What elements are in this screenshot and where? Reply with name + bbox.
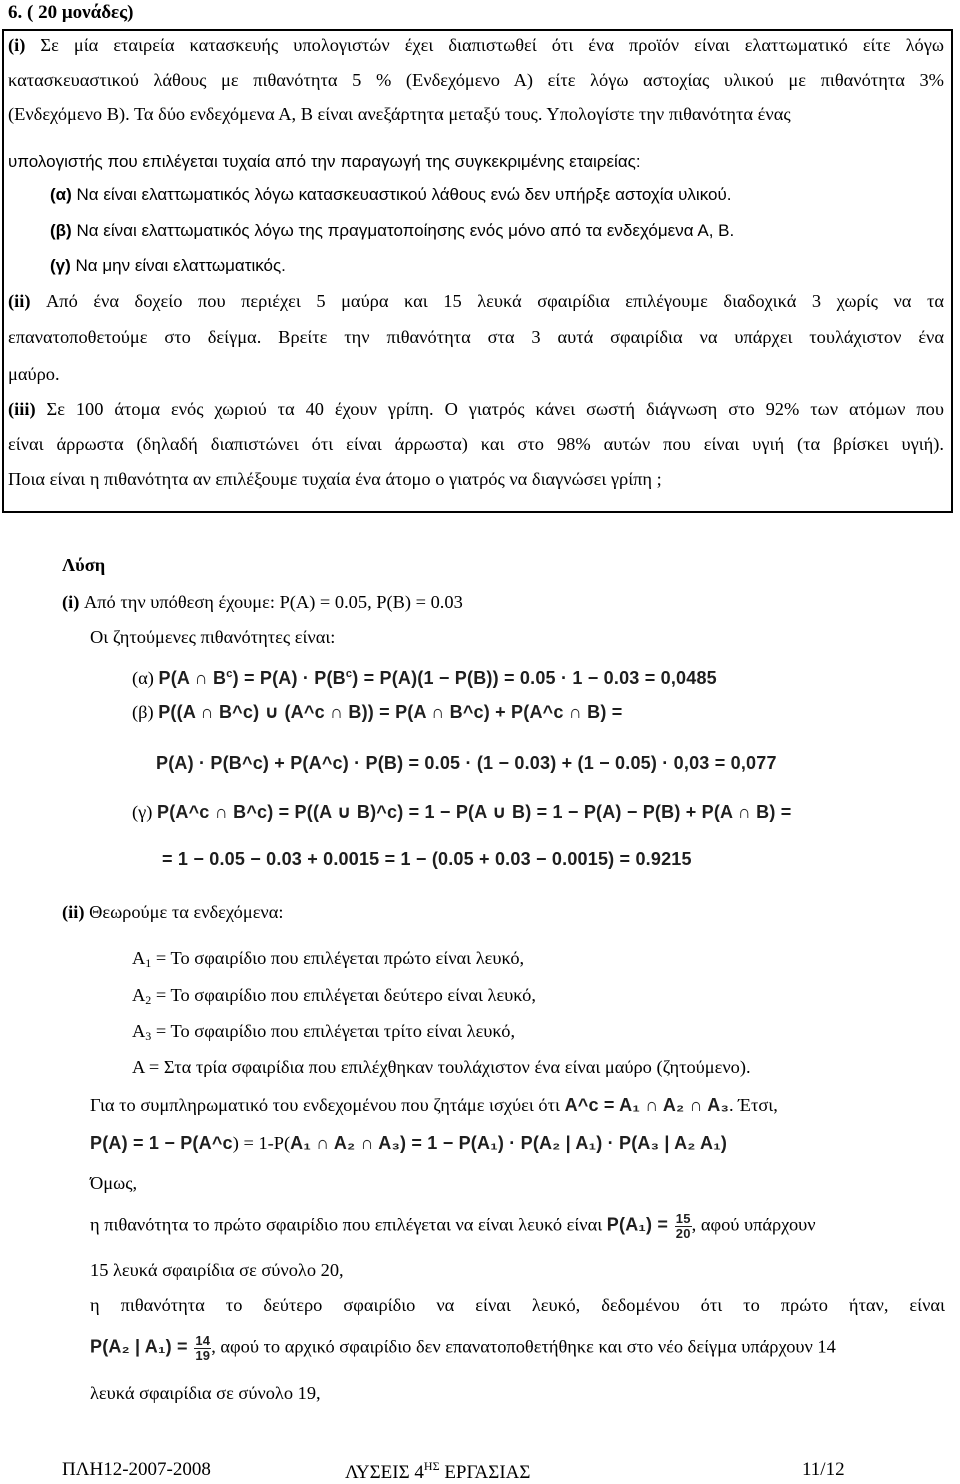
solution-b [132,700,623,724]
solution-title: Λύση [62,555,106,575]
question-iii-line2: είναι άρρωστα (δηλαδή διαπιστώνει ότι είναι άρρωστα) και στο 98% αυτών που είναι υγιή (τα βρίσκει υγιή). [8,434,944,454]
first-prob-formula: P(A₁) = [606,1214,669,1235]
pa-formula2: A₁ ∩ A₂ ∩ A₃) = 1 − P(A₁) · P(A₂ | A₁) · P(A₃ | A₂ A₁) [290,1133,728,1153]
question-heading: 6. ( 20 μονάδες) [8,2,134,23]
question-b: (β) Να είναι ελαττωματικός λόγω της πραγματοποίησης ενός μόνο από τα ενδεχόμενα Α, Β. [50,221,735,240]
solution-b-formula: P((A ∩ B^c) ∪ (A^c ∩ B)) = P(A ∩ B^c) + P(A^c ∩ B) = [158,702,623,722]
question-i-line4: υπολογιστής που επιλέγεται τυχαία από την παραγωγή της συγκεκριμένης εταιρείας: [8,152,641,171]
solution-a: (α) P(A ∩ $B^c) = P(A) \cdot P(B^c) = P(A)(1 - P(B)) = 0.05 \cdot 1 - 0.03 = 0,0485$ [132,668,717,689]
question-ii-line2: επανατοποθετούμε στο δείγμα. Βρείτε την πιθανότητα στα 3 αυτά σφαιρίδια να υπάρχει τουλάχιστον ένα [8,327,944,347]
pa-line: P(A) = 1 − P(A^c) = 1-P(A₁ ∩ A₂ ∩ A₃) = 1 − P(A₁) · P(A₂ | A₁) · P(A₃ | A₂ A₁) [90,1133,728,1153]
second-prob-line3: λευκά σφαιρίδια σε σύνολο 19, [90,1383,321,1403]
question-ii-line3: μαύρο. [8,364,60,384]
complement-formula: A^c = A₁ ∩ A₂ ∩ A₃ [564,1095,729,1115]
footer-page-number: 11/12 [802,1459,845,1480]
solution-b-formula2: P(A) · P(B^c) + P(A^c) · P(B) = 0.05 · (1 − 0.03) + (1 − 0.05) · 0,03 = 0,077 [156,753,777,773]
solution-a-label: (α) [132,668,154,689]
solution-i-intro: (i) Από την υπόθεση έχουμε: P(A) = 0.05, P(B) = 0.03 [62,592,463,612]
question-i-line3: (Ενδεχόμενο Β). Τα δύο ενδεχόμενα Α, Β είναι ανεξάρτητα μεταξύ τους. Υπολογίστε την πιθανότητα ένας [8,104,791,124]
event-a2: $A_2 = To$ σφαιρίδιο που επιλέγεται δεύτερο είναι λευκό, [132,985,536,1007]
second-prob-line1: η πιθανότητα το δεύτερο σφαιρίδιο να είναι λευκό, δεδομένου ότι το πρώτο ήταν, είναι [90,1295,945,1315]
second-prob-line2: P(A₂ | A₁) = $\frac{14}{19}$ , αφού το αρχικό σφαιρίδιο δεν επανατοποθετήθηκε και στο νέο δείγμα υπάρχουν 14 [90,1333,836,1363]
question-c: (γ) Να μην είναι ελαττωματικός. [50,256,286,275]
omos-text: Όμως, [90,1173,138,1193]
first-prob-line2: 15 λευκά σφαιρίδια σε σύνολο 20, [90,1260,344,1280]
question-i-line2: κατασκευαστικού λάθους με πιθανότητα 5 % (Ενδεχόμενο Α) είτε λόγω αστοχίας υλικού με πιθανότητα 3% [8,70,944,90]
event-a1: $A_1 = To$ σφαιρίδιο που επιλέγεται πρώτο είναι λευκό, [132,948,525,970]
second-prob-formula: P(A₂ | A₁) = [90,1336,188,1357]
solution-i-req: Οι ζητούμενες πιθανότητες είναι: [90,627,336,647]
complement-line: Για το συμπληρωματικό του ενδεχομένου που ζητάμε ισχύει ότι A^c = A₁ ∩ A₂ ∩ A₃. Έτσι, [90,1095,778,1115]
solution-c-label: (γ) [132,802,153,822]
question-i-line1: (i) Σε μία εταιρεία κατασκευής υπολογιστών έχει διαπιστωθεί ότι ένα προϊόν είναι ελαττωματικό είτε λόγω [8,35,944,55]
solution-a-formula: P(A ∩ B [158,668,227,689]
second-prob-fraction: $\frac{14}{19}$ [195,1333,211,1363]
footer-course: ΠΛΗ12-2007-2008 [62,1459,211,1480]
solution-ii-intro: (ii) Θεωρούμε τα ενδεχόμενα: [62,902,284,922]
footer-title: ΛΥΣΕΙΣ $4^{H\Sigma}$ ΕΡΓΑΣΙΑΣ [345,1459,531,1483]
pa-formula: P(A) = 1 − P(A^c [90,1133,233,1153]
first-prob-fraction: $\frac{15}{20}$ [675,1211,691,1241]
solution-c-formula: P(A^c ∩ B^c) = P((A ∪ B)^c) = 1 − P(A ∪ B) = 1 − P(A) − P(B) + P(A ∩ B) = [157,802,792,822]
first-prob-line: η πιθανότητα το πρώτο σφαιρίδιο που επιλέγεται να είναι λευκό είναι P(A₁) = $\frac{15}{20}$ , αφού υπάρχουν [90,1211,816,1241]
question-iii-line1: (iii) Σε 100 άτομα ενός χωριού τα 40 έχουν γρίπη. Ο γιατρός κάνει σωστή διάγνωση στο 92% των ατόμων που [8,399,944,419]
question-iii-line3: Ποια είναι η πιθανότητα αν επιλέξουμε τυχαία ένα άτομο ο γιατρός να διαγνώσει γρίπη ; [8,469,662,489]
event-a: Α = Στα τρία σφαιρίδια που επιλέχθηκαν τουλάχιστον ένα είναι μαύρο (ζητούμενο). [132,1057,751,1077]
question-a: (α) Να είναι ελαττωματικός λόγω κατασκευαστικού λάθους ενώ δεν υπήρξε αστοχία υλικού. [50,185,732,204]
question-ii-line1: (ii) Από ένα δοχείο που περιέχει 5 μαύρα και 15 λευκά σφαιρίδια επιλέγουμε διαδοχικά 3 χωρίς να τα [8,291,944,311]
event-a3: $A_3 = To$ σφαιρίδιο που επιλέγεται τρίτο είναι λευκό, [132,1021,516,1043]
solution-c-formula2: = 1 − 0.05 − 0.03 + 0.0015 = 1 − (0.05 + 0.03 − 0.0015) = 0.9215 [162,849,692,869]
solution-b-label: (β) [132,702,154,722]
solution-c [132,800,791,824]
